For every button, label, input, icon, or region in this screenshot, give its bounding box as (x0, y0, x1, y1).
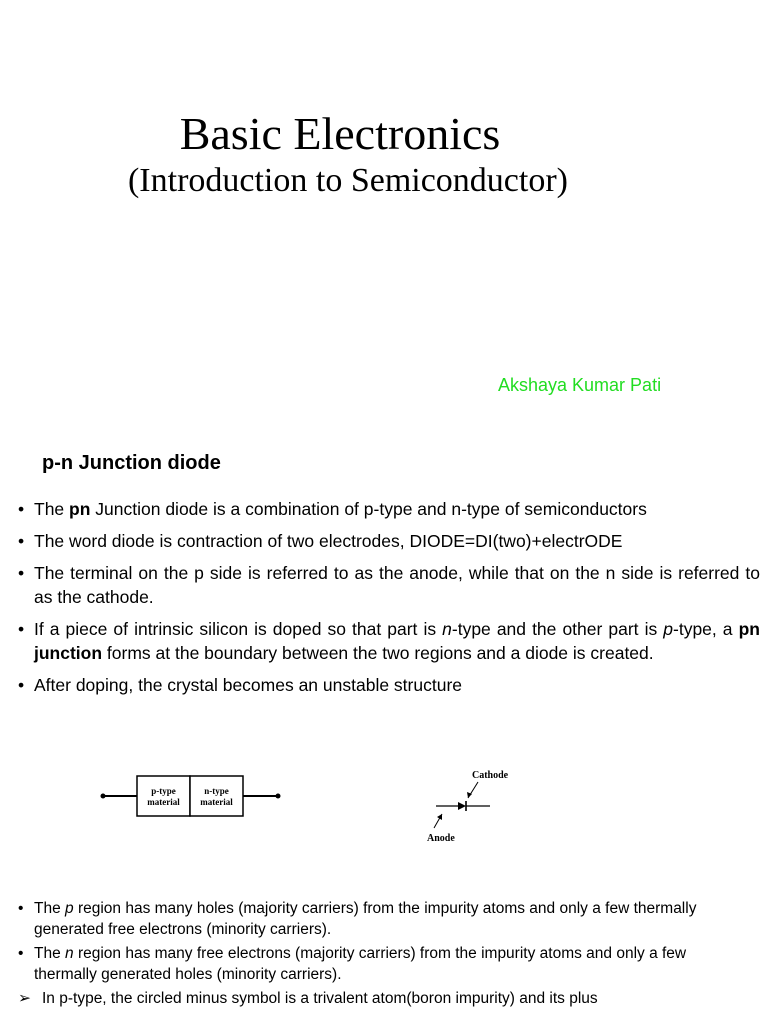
cathode-label: Cathode (472, 770, 509, 781)
bullet-icon: • (18, 945, 24, 962)
n-material-label: material (200, 797, 233, 807)
p-region-box (137, 776, 190, 816)
bullet-icon: • (18, 531, 25, 551)
list-item: • After doping, the crystal becomes an unstable structure (18, 675, 463, 695)
list-item: ➢ In p-type, the circled minus symbol is a trivalent atom(boron impurity) and its plus (18, 990, 598, 1007)
anode-label: Anode (427, 833, 455, 844)
list-item: • The n region has many free electrons (majority carriers) from the impurity atoms and only a few thermally generated holes (minority carriers). (18, 945, 687, 983)
n-region-box (190, 776, 243, 816)
bullet-icon: • (18, 675, 25, 695)
diode-triangle-icon (458, 802, 466, 810)
terminal-left (101, 794, 106, 799)
bullet-icon: • (18, 900, 24, 917)
slide-subtitle: (Introduction to Semiconductor) (127, 162, 568, 199)
slide-title: Basic Electronics (179, 108, 501, 159)
bullet-list-2 (18, 898, 718, 1012)
section-heading: p-n Junction diode (42, 452, 221, 474)
list-item: • The pn Junction diode is a combination of p-type and n-type of semiconductors (18, 499, 647, 519)
bullet-icon: • (18, 563, 25, 583)
list-item: • The p region has many holes (majority carriers) from the impurity atoms and only a few thermally generated free electrons (minority carriers). (18, 900, 697, 938)
bullet-list (18, 497, 760, 705)
author-name: Akshaya Kumar Pati (498, 375, 662, 395)
list-item: • The word diode is contraction of two electrodes, DIODE=DI(two)+electrODE (18, 531, 623, 551)
p-type-label: p-type (151, 786, 176, 796)
list-item: • If a piece of intrinsic silicon is doped so that part is n-type and the other part is p-type, a pn junction forms at the boundary between the two regions and a diode is created. (18, 619, 760, 663)
n-type-label: n-type (204, 786, 229, 796)
p-material-label: material (147, 797, 180, 807)
arrow-bullet-icon: ➢ (18, 990, 31, 1007)
bullet-icon: • (18, 499, 25, 519)
bullet-icon: • (18, 619, 25, 639)
diode-symbol-diagram (420, 764, 520, 848)
list-item: • The terminal on the p side is referred to as the anode, while that on the n side is referred to as the cathode. (18, 563, 760, 607)
pn-junction-block-diagram (98, 772, 284, 820)
terminal-right (276, 794, 281, 799)
